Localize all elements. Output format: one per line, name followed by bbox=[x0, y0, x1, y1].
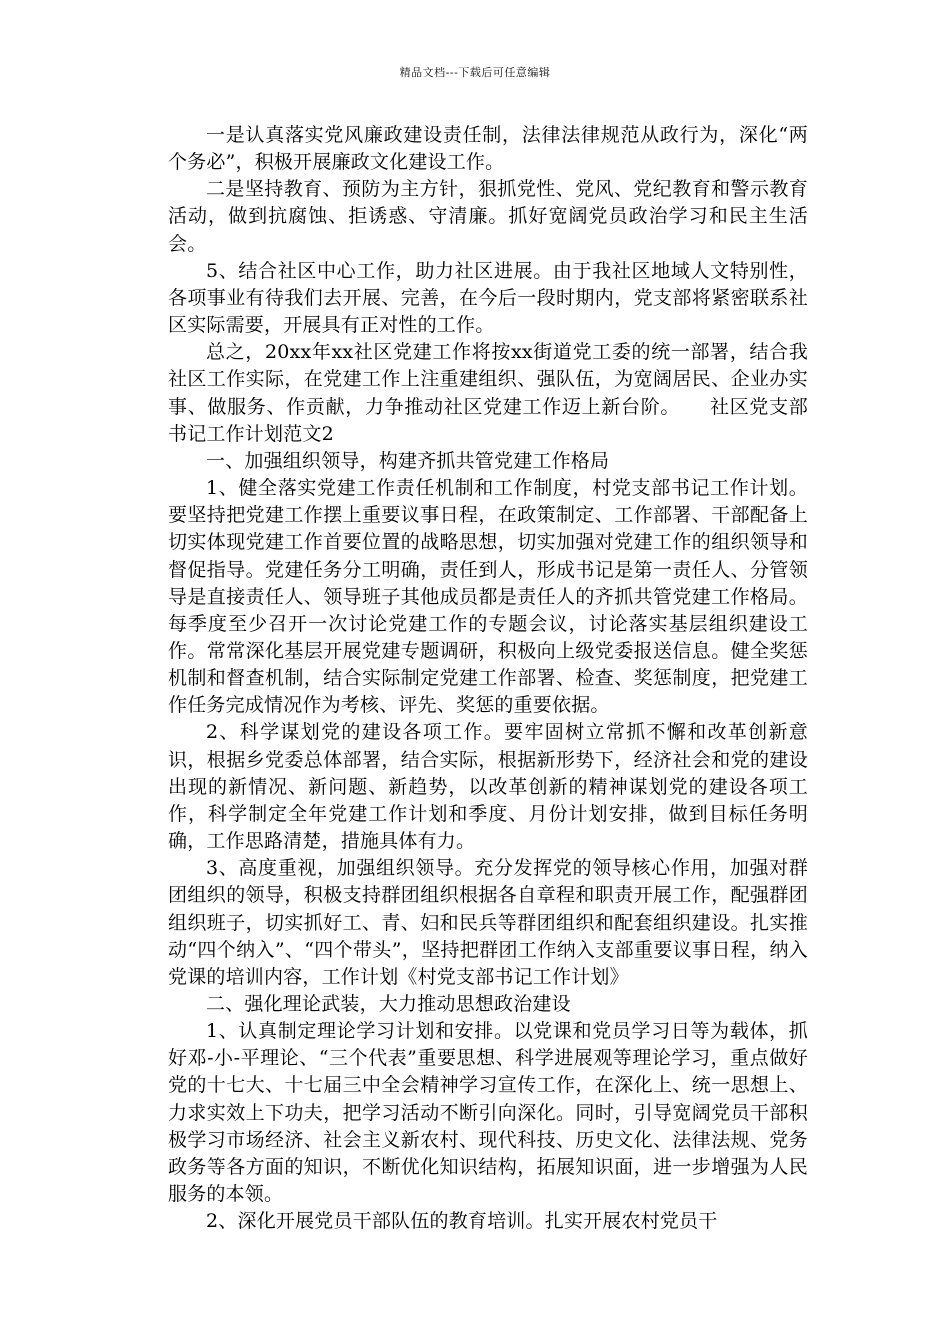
page-header: 精品文档---下载后可任意编辑 bbox=[399, 66, 551, 79]
paragraph-2: 二是坚持教育、预防为主方针，狠抓党性、党风、党纪教育和警示教育活动，做到抗腐蚀、拒诱惑、守清廉。抓好宽阔党员政治学习和民主生活会。 bbox=[168, 178, 808, 255]
paragraph-8: 1、认真制定理论学习计划和安排。以党课和党员学习日等为载体，抓好邓-小-平理论、“三个代表”重要思想、科学进展观等理论学习，重点做好党的十七大、十七届三中全会精神学习宣传工作，在深化上、统一思想上、力求实效上下功夫，把学习活动不断引向深化。同时，引导宽阔党员干部积极学习市场经济、社会主义新农村、现代科技、历史文化、法律法规、党务政务等各方面的知识，不断优化知识结构，拓展知识面，进一步增强为人民服务的本领。 bbox=[168, 1020, 808, 1206]
paragraph-7: 3、高度重视，加强组织领导。充分发挥党的领导核心作用，加强对群团组织的领导，积极支持群团组织根据各自章程和职责开展工作，配强群团组织班子，切实抓好工、青、妇和民兵等群团组织和配套组织建设。扎实推动“四个纳入”、“四个带头”，坚持把群团工作纳入支部重要议事日程，纳入党课的培训内容，工作计划《村党支部书记工作计划》 bbox=[168, 857, 808, 988]
document-body bbox=[168, 122, 808, 1235]
paragraph-5: 1、健全落实党建工作责任机制和工作制度，村党支部书记工作计划。要坚持把党建工作摆上重要议事日程，在政策制定、工作部署、干部配备上切实体现党建工作首要位置的战略思想，切实加强对党建工作的组织领导和督促指导。党建任务分工明确，责任到人，形成书记是第一责任人、分管领导是直接责任人、领导班子其他成员都是责任人的齐抓共管党建工作格局。每季度至少召开一次讨论党建工作的专题会议，讨论落实基层组织建设工作。常常深化基层开展党建专题调研，积极向上级党委报送信息。健全奖惩机制和督查机制，结合实际制定党建工作部署、检查、奖惩制度，把党建工作任务完成情况作为考核、评先、奖惩的重要依据。 bbox=[168, 477, 808, 717]
paragraph-3: 5、结合社区中心工作，助力社区进展。由于我社区地域人文特别性，各项事业有待我们去开展、完善，在今后一段时期内，党支部将紧密联系社区实际需要，开展具有正对性的工作。 bbox=[168, 259, 808, 337]
paragraph-9: 2、深化开展党员干部队伍的教育培训。扎实开展农村党员干 bbox=[206, 1210, 718, 1233]
section-heading-1: 一、加强组织领导，构建齐抓共管党建工作格局 bbox=[206, 449, 610, 472]
paragraph-1: 一是认真落实党风廉政建设责任制，法律法律规范从政行为，深化“两个务必”，积极开展廉政文化建设工作。 bbox=[168, 124, 808, 174]
section-heading-2: 二、强化理论武装，大力推动思想政治建设 bbox=[206, 993, 571, 1015]
paragraph-4: 总之，20xx年xx社区党建工作将按xx街道党工委的统一部署，结合我社区工作实际，在党建工作上注重建组织、强队伍，为宽阔居民、企业办实事、做服务、作贡献，力争推动社区党建工作迈上新台阶。 社区党支部书记工作计划范文2 bbox=[168, 341, 808, 445]
paragraph-6: 2、科学谋划党的建设各项工作。要牢固树立常抓不懈和改革创新意识，根据乡党委总体部署，结合实际，根据新形势下，经济社会和党的建设出现的新情况、新问题、新趋势，以改革创新的精神谋划党的建设各项工作，科学制定全年党建工作计划和季度、月份计划安排，做到目标任务明确，工作思路清楚，措施具体有力。 bbox=[168, 721, 808, 853]
